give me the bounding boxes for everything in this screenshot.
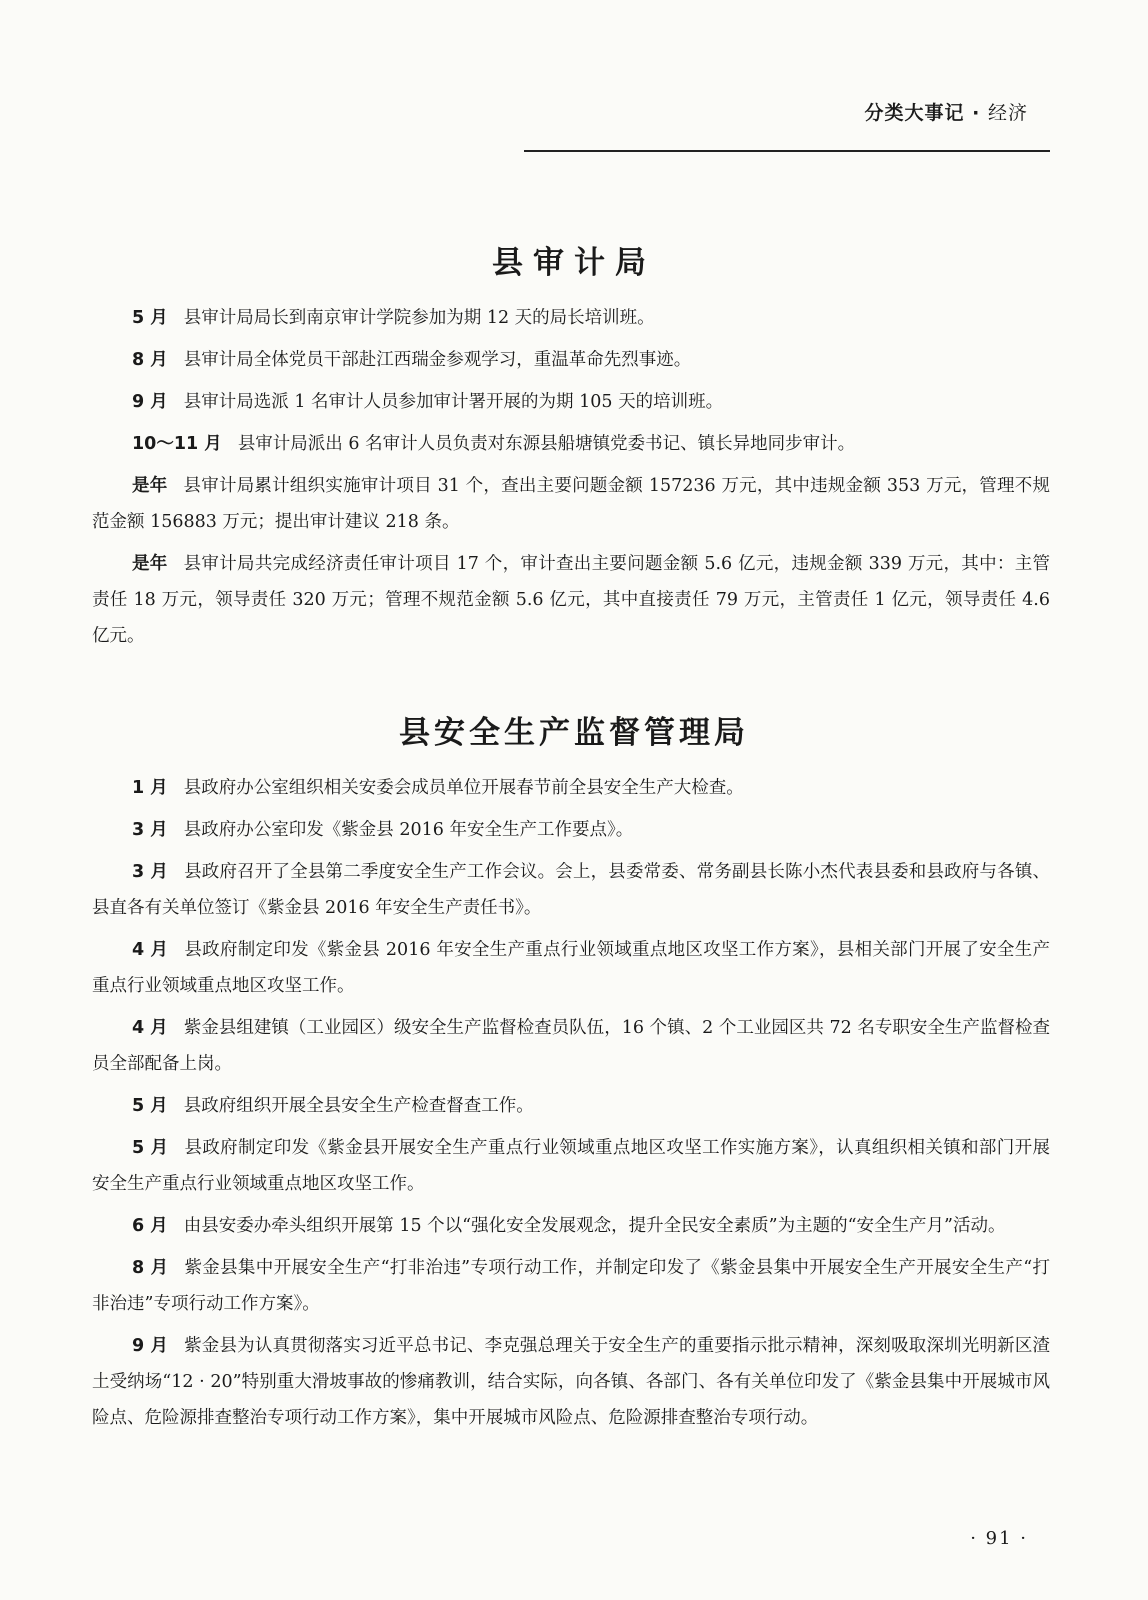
entry-text: 由县安委办牵头组织开展第 15 个以“强化安全发展观念，提升全民安全素质”为主题的“安全生产月”活动。 (183, 1216, 1006, 1236)
chronicle-entry (92, 1328, 1050, 1436)
entry-date: 1 月 (132, 778, 168, 798)
chronicle-entry (92, 546, 1050, 654)
entry-date: 5 月 (132, 1138, 169, 1158)
entry-text: 县审计局派出 6 名审计人员负责对东源县船塘镇党委书记、镇长异地同步审计。 (237, 434, 856, 454)
chronicle-entry (92, 300, 1050, 336)
entry-text: 县政府办公室组织相关安委会成员单位开展春节前全县安全生产大检查。 (183, 778, 744, 798)
entry-date: 5 月 (132, 308, 168, 328)
chronicle-entry (92, 770, 1050, 806)
entry-date: 6 月 (132, 1216, 168, 1236)
entry-text: 县审计局全体党员干部赴江西瑞金参观学习，重温革命先烈事迹。 (183, 350, 692, 370)
chronicle-entry (92, 1130, 1050, 1202)
entry-date: 是年 (132, 554, 168, 574)
header-rule (524, 150, 1050, 152)
entry-date: 5 月 (132, 1096, 168, 1116)
entry-date: 8 月 (132, 350, 168, 370)
chronicle-entry (92, 1250, 1050, 1322)
header-category: 分类大事记 (864, 102, 965, 124)
entry-date: 3 月 (132, 820, 168, 840)
section-title-audit: 县审计局 (492, 244, 656, 281)
chronicle-entry (92, 342, 1050, 378)
page-number: · 91 · (970, 1528, 1028, 1549)
header-separator: · (964, 102, 988, 124)
section-title-safety: 县安全生产监督管理局 (399, 714, 749, 751)
section-entries-audit (92, 300, 1050, 660)
chronicle-entry (92, 932, 1050, 1004)
section-entries-safety (92, 770, 1050, 1442)
chronicle-entry (92, 854, 1050, 926)
chronicle-entry (92, 468, 1050, 540)
chronicle-entry (92, 384, 1050, 420)
entry-date: 4 月 (132, 1018, 168, 1038)
entry-date: 4 月 (132, 940, 169, 960)
entry-text: 县政府制定印发《紫金县 2016 年安全生产重点行业领域重点地区攻坚工作方案》，县相关部门开展了安全生产重点行业领域重点地区攻坚工作。 (92, 940, 1050, 996)
running-header (865, 98, 1028, 125)
entry-text: 县审计局共完成经济责任审计项目 17 个，审计查出主要问题金额 5.6 亿元，违规金额 339 万元，其中：主管责任 18 万元，领导责任 320 万元；管理不规范金额 5.6 亿元，其中直接责任 79 万元，主管责任 1 亿元，领导责任 4.6 亿元。 (92, 554, 1051, 646)
entry-text: 县政府组织开展全县安全生产检查督查工作。 (183, 1096, 534, 1116)
entry-text: 紫金县集中开展安全生产“打非治违”专项行动工作，并制定印发了《紫金县集中开展安全生产开展安全生产“打非治违”专项行动工作方案》。 (92, 1258, 1050, 1314)
entry-text: 县审计局累计组织实施审计项目 31 个，查出主要问题金额 157236 万元，其中违规金额 353 万元，管理不规范金额 156883 万元；提出审计建议 218 条。 (92, 476, 1050, 532)
entry-date: 3 月 (132, 862, 169, 882)
entry-date: 9 月 (132, 392, 168, 412)
chronicle-entry (92, 1088, 1050, 1124)
entry-text: 县政府办公室印发《紫金县 2016 年安全生产工作要点》。 (183, 820, 634, 840)
entry-date: 9 月 (132, 1336, 169, 1356)
entry-date: 是年 (132, 476, 168, 496)
chronicle-entry (92, 426, 1050, 462)
entry-date: 8 月 (132, 1258, 169, 1278)
entry-text: 紫金县组建镇（工业园区）级安全生产监督检查员队伍，16 个镇、2 个工业园区共 72 名专职安全生产监督检查员全部配备上岗。 (92, 1018, 1050, 1074)
header-subcategory: 经济 (987, 102, 1028, 124)
entry-text: 县政府召开了全县第二季度安全生产工作会议。会上，县委常委、常务副县长陈小杰代表县委和县政府与各镇、县直各有关单位签订《紫金县 2016 年安全生产责任书》。 (92, 862, 1050, 918)
entry-date: 10～11 月 (132, 434, 222, 454)
entry-text: 县政府制定印发《紫金县开展安全生产重点行业领域重点地区攻坚工作实施方案》，认真组织相关镇和部门开展安全生产重点行业领域重点地区攻坚工作。 (92, 1138, 1050, 1194)
chronicle-entry (92, 1010, 1050, 1082)
entry-text: 县审计局局长到南京审计学院参加为期 12 天的局长培训班。 (183, 308, 655, 328)
entry-text: 紫金县为认真贯彻落实习近平总书记、李克强总理关于安全生产的重要指示批示精神，深刻吸取深圳光明新区渣土受纳场“12 · 20”特别重大滑坡事故的惨痛教训，结合实际，向各镇、各部门、各有关单位印发了《紫金县集中开展城市风险点、危险源排查整治专项行动工作方案》，集中开展城市风险点、危险源排查整治专项行动。 (92, 1336, 1050, 1428)
chronicle-entry (92, 812, 1050, 848)
chronicle-entry (92, 1208, 1050, 1244)
entry-text: 县审计局选派 1 名审计人员参加审计署开展的为期 105 天的培训班。 (183, 392, 724, 412)
